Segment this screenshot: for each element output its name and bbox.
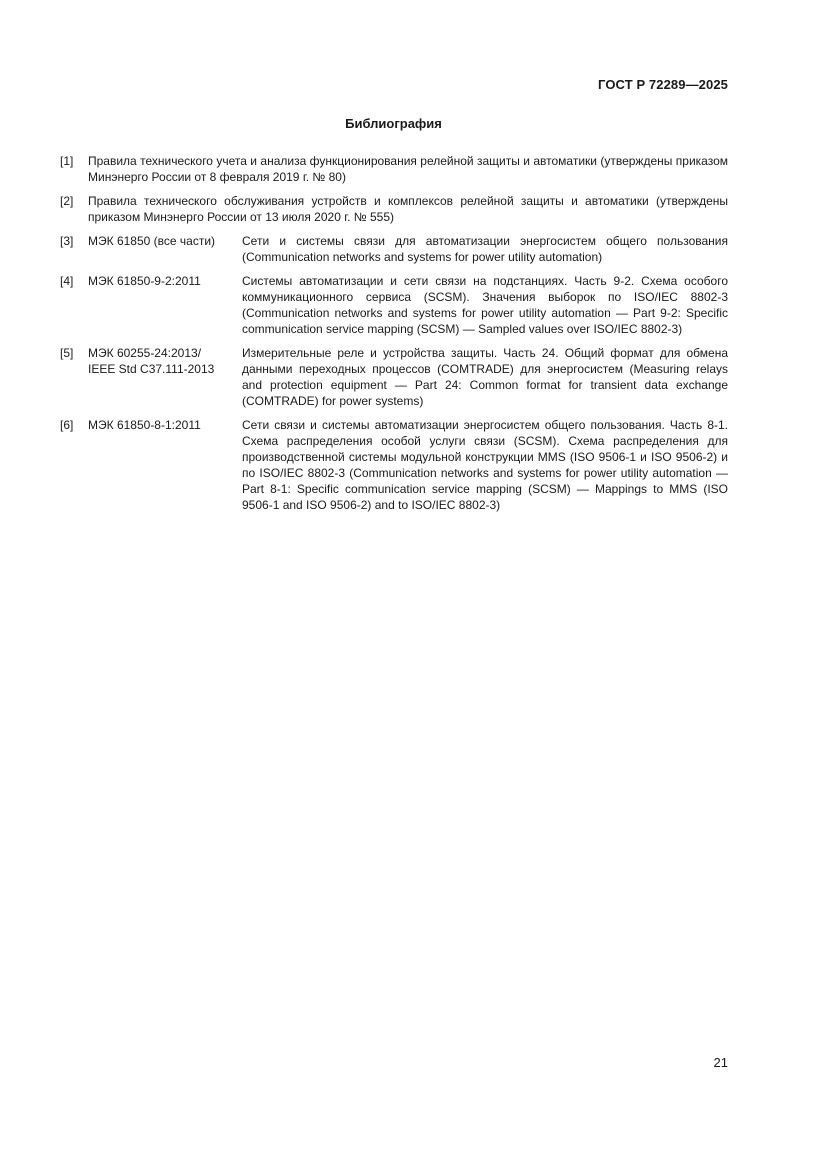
entry-description: Сети и системы связи для автоматизации энергосистем общего пользования (Communication networks and systems for power utility automation) (242, 234, 728, 264)
entry-description: Системы автоматизации и сети связи на подстанциях. Часть 9-2. Схема особого коммуникационного сервиса (SCSM). Значения выборок по ISO/IEC 8802-3 (Communication networks and systems for power utility automation — Part 9-2: Specific communication service mapping (SCSM) — Sampled values over ISO/IEC 8802-3) (242, 274, 728, 336)
entry-description: Измерительные реле и устройства защиты. Часть 24. Общий формат для обмена данными переходных процессов (COMTRADE) для энергосистем (Measuring relays and protection equipment — Part 24: Common format for transient data exchange (COMTRADE) for power systems) (242, 346, 728, 408)
bibliography-entry-3 (60, 233, 728, 265)
bibliography-heading: Библиография (345, 116, 442, 131)
entry-number: [5] (60, 346, 74, 360)
document-standard-code: ГОСТ Р 72289—2025 (598, 77, 728, 92)
entry-description: Сети связи и системы автоматизации энергосистем общего пользования. Часть 8-1. Схема распределения особой услуги связи (SCSM). Схема распределения для производственной системы модульной конструкции MMS (ISO 9506-1 и ISO 9506-2) и по ISO/IEC 8802-3 (Communication networks and systems for power utility automation — Part 8-1: Specific communication service mapping (SCSM) — Mappings to MMS (ISO 9506-1 and ISO 9506-2) and to ISO/IEC 8802-3) (242, 418, 728, 512)
entry-number: [4] (60, 274, 74, 288)
entry-reference: МЭК 61850-9-2:2011 (88, 274, 201, 288)
bibliography-entry-1 (60, 153, 728, 185)
entry-number: [6] (60, 418, 74, 432)
entry-number: [3] (60, 234, 74, 248)
entry-reference: МЭК 61850-8-1:2011 (88, 418, 201, 432)
bibliography-entry-2 (60, 193, 728, 225)
entry-reference: МЭК 60255-24:2013/ IEEE Std C37.111-2013 (88, 346, 215, 376)
entry-text: Правила технического учета и анализа функционирования релейной защиты и автоматики (утверждены приказом Минэнерго России от 8 февраля 2019 г. № 80) (88, 154, 728, 184)
page-number: 21 (713, 1055, 728, 1070)
bibliography-entry-6 (60, 417, 728, 513)
entry-text: Правила технического обслуживания устройств и комплексов релейной защиты и автоматики (утверждены приказом Минэнерго России от 13 июля 2020 г. № 555) (88, 194, 728, 224)
entry-number: [1] (60, 154, 74, 168)
entry-number: [2] (60, 194, 74, 208)
entry-reference: МЭК 61850 (все части) (88, 234, 216, 248)
bibliography-entry-5 (60, 345, 728, 409)
bibliography-entry-4 (60, 273, 728, 337)
bibliography-list (60, 153, 728, 521)
